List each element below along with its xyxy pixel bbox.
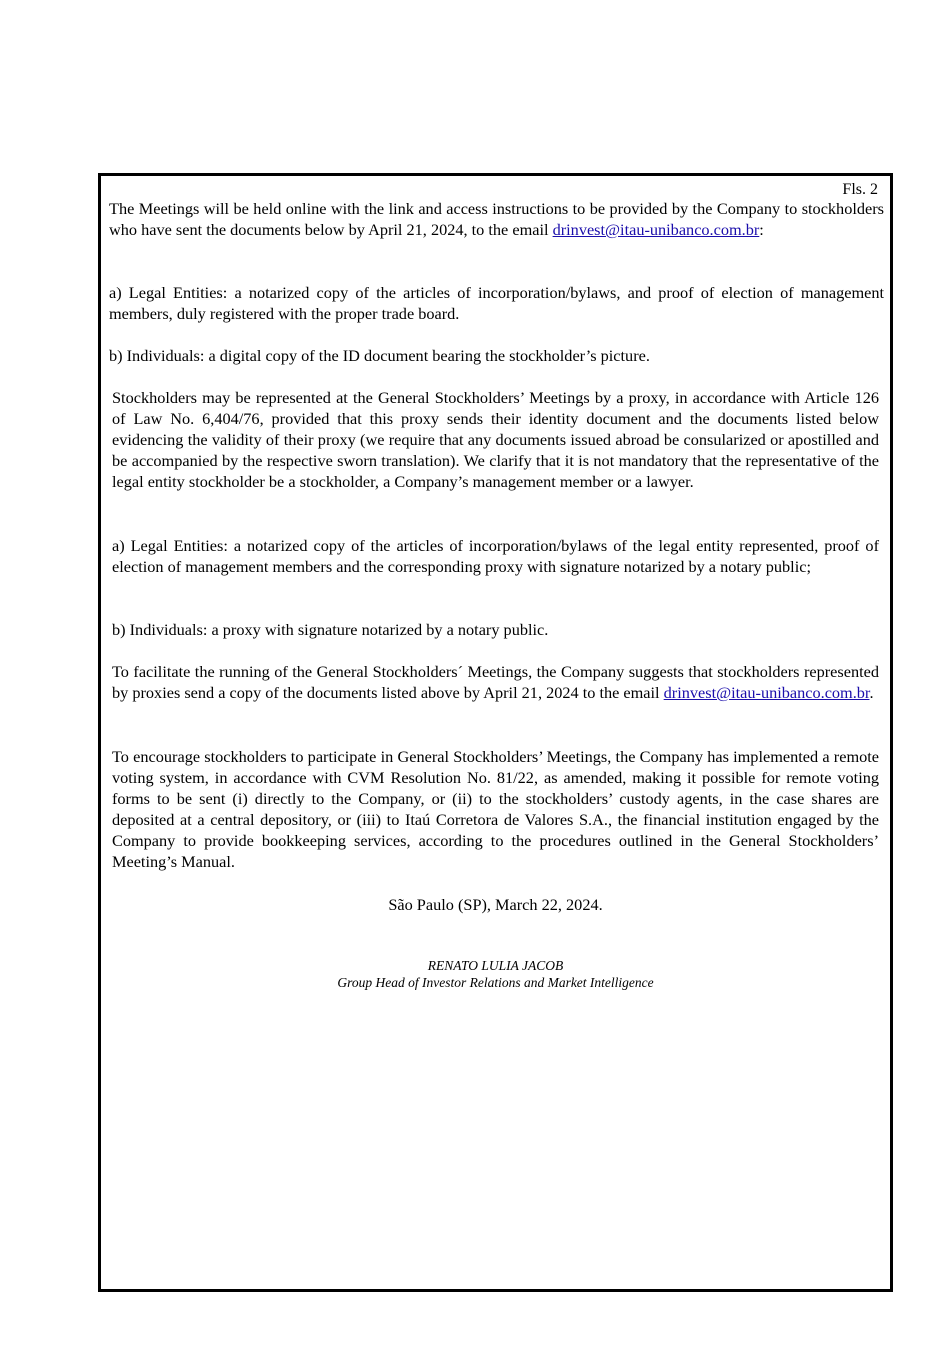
paragraph-individuals-proxy: b) Individuals: a proxy with signature notarized by a notary public.: [112, 620, 549, 639]
paragraph-meeting-online: [109, 198, 884, 240]
paragraph-proxy-representation: Stockholders may be represented at the General Stockholders’ Meetings by a proxy, in accordance with Article 126 of Law No. 6,404/76, provided that this proxy sends their identity document and the documents listed below evidencing the validity of their proxy (we require that any documents issued abroad be consularized or apostilled and be accompanied by the respective sworn translation). We clarify that it is not mandatory that the representative of the legal entity stockholder be a stockholder, a Company’s management member or a lawyer.: [112, 388, 879, 492]
email-link[interactable]: drinvest@itau-unibanco.com.br: [663, 683, 870, 703]
email-link[interactable]: drinvest@itau-unibanco.com.br: [552, 220, 760, 240]
place-and-date: São Paulo (SP), March 22, 2024.: [388, 895, 603, 914]
paragraph-facilitate-meetings: [112, 661, 879, 703]
document-frame: [98, 173, 893, 1292]
signatory-name: RENATO LULIA JACOB: [427, 958, 564, 973]
paragraph-individuals-online: b) Individuals: a digital copy of the ID document bearing the stockholder’s picture.: [109, 346, 650, 365]
page-number: Fls. 2: [842, 181, 878, 198]
paragraph-legal-entities-proxy: a) Legal Entities: a notarized copy of the articles of incorporation/bylaws of the legal entity represented, proof of election of management members and the corresponding proxy with signature notarized by a notary public;: [112, 536, 879, 577]
paragraph-punctuation: .: [869, 683, 874, 703]
paragraph-punctuation: :: [759, 220, 764, 240]
paragraph-facilitate-text: To facilitate the running of the General Stockholders´ Meetings, the Company suggests that stockholders represented by proxies send a copy of the documents listed above by April 21, 2024 to the email: [112, 662, 879, 703]
paragraph-remote-voting: To encourage stockholders to participate in General Stockholders’ Meetings, the Company has implemented a remote voting system, in accordance with CVM Resolution No. 81/22, as amended, making it possible for remote voting forms to be sent (i) directly to the Company, or (ii) to the stockholders’ custody agents, in the case shares are deposited at a central depository, or (iii) to Itaú Corretora de Valores S.A., the financial institution engaged by the Company to provide bookkeeping services, according to the procedures outlined in the General Stockholders’ Meeting’s Manual.: [112, 747, 879, 872]
paragraph-meeting-online-text: The Meetings will be held online with the link and access instructions to be provided by the Company to stockholders who have sent the documents below by April 21, 2024, to the email: [109, 199, 884, 240]
paragraph-legal-entities-online: a) Legal Entities: a notarized copy of the articles of incorporation/bylaws, and proof of election of management members, duly registered with the proper trade board.: [109, 283, 884, 324]
signatory-title: Group Head of Investor Relations and Market Intelligence: [337, 975, 654, 990]
